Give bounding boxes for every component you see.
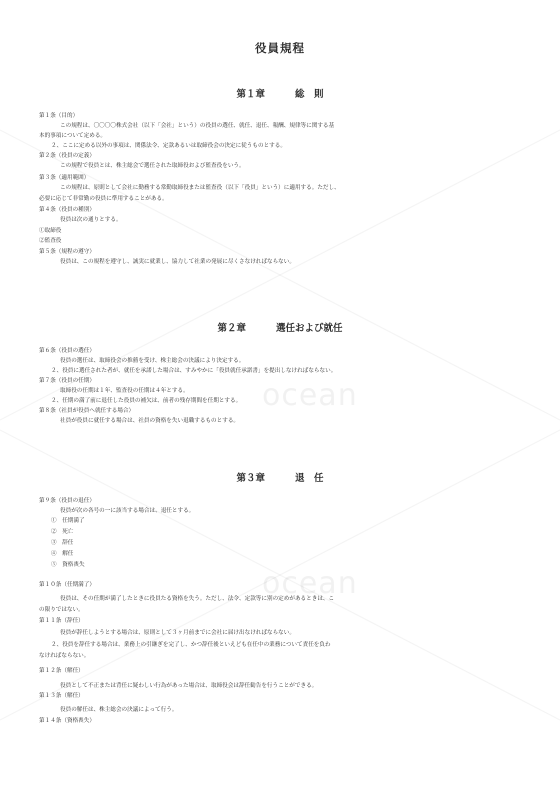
article-1-text: この規程は、〇〇〇〇株式会社（以下「会社」という）の役員の選任、就任、退任、報酬、規律等に関する基 [60,123,335,129]
chapter-2-heading [0,320,560,334]
article-1-clause-2: ２、ここに定める以外の事項は、関係法令、定款あるいは取締役会の決定に従うものとする。 [51,143,286,149]
document-title: 役員規程 [255,41,305,55]
chapter-1-heading [0,86,560,100]
article-9-item-3: ③ 辞任 [51,540,74,546]
article-8-heading: 第８条（社員が役員へ就任する場合） [39,408,135,414]
article-6-heading: 第６条（役員の選任） [39,348,95,354]
article-5-heading: 第５条（規程の遵守） [39,249,95,255]
watermark-text-lower: ocean [262,566,358,601]
article-1-heading: 第１条（目的） [39,113,79,119]
article-14-heading: 第１４条（資格喪失） [39,718,95,724]
article-9-item-5: ⑤ 資格喪失 [51,562,85,568]
article-6-text: 役員の選任は、取締役会の推薦を受け、株主総会の決議により決定する。 [60,358,245,364]
article-3-text: この規程は、原則として会社に勤務する常勤取締役または監査役（以下「役員」という）に適用する。ただし、 [60,185,340,191]
article-4-heading: 第４条（役員の種別） [39,207,95,213]
article-1-text-cont: 本的事項について定める。 [39,133,107,139]
article-11-clause-2: ２、役員を辞任する場合は、業務上の引継ぎを完了し、かつ辞任後といえども在任中の業務について責任を負わ [51,642,331,648]
article-8-text: 社員が役員に就任する場合は、社員の資格を失い退職するものとする。 [60,418,240,424]
article-3-text-cont: 必要に応じて非常勤の役員に準用することがある。 [39,196,168,202]
article-10-heading: 第１０条（任期満了） [39,582,95,588]
article-9-heading: 第９条（役員の退任） [39,498,95,504]
article-4-text: 役員は次の通りとする。 [60,217,122,223]
article-12-heading: 第１２条（解任） [39,668,84,674]
watermark-text-upper: ocean [262,378,358,413]
article-9-item-2: ② 死亡 [51,529,74,535]
article-9-item-1: ① 任期満了 [51,518,85,524]
article-13-text: 役員の解任は、株主総会の決議によって行う。 [60,707,178,713]
article-10-text: 役員は、その任期が満了したときに役員たる資格を失う。ただし、法令、定款等に別の定めがあるときは、こ [60,596,335,602]
article-12-text: 役員として不正または背任に疑わしい行為があった場合は、取締役会は辞任勧告を行うことができる。 [60,683,318,689]
chapter-1-name: 総 則 [295,89,324,100]
article-11-heading: 第１１条（辞任） [39,618,84,624]
article-4-item-2: ②監査役 [39,238,62,244]
article-9-item-4: ④ 解任 [51,551,74,557]
article-7-clause-2: ２、任期の満了前に退任した役員の補欠は、前者の残存期間を任期とする。 [51,398,242,404]
chapter-2-name: 選任および就任 [276,323,343,334]
article-11-text: 役員が辞任しようとする場合は、原則として３ヶ月前までに会社に届け出なければならない。 [60,630,295,636]
article-4-item-1: ①取締役 [39,228,62,234]
article-11-clause-2-cont: なければならない。 [39,653,90,659]
chapter-3-number: 第３章 [236,473,265,484]
article-5-text: 役員は、この規程を遵守し、誠実に就業し、協力して社業の発展に尽くさなければならない。 [60,259,295,265]
article-10-text-cont: の限りではない。 [39,607,84,613]
article-2-text: この規程で役員とは、株主総会で選任された取締役および監査役をいう。 [60,163,245,169]
chapter-3-name: 退 任 [295,473,324,484]
article-7-heading: 第７条（役員の任期） [39,378,95,384]
article-3-heading: 第３条（適用範囲） [39,175,90,181]
article-9-text: 役員が次の各号の一に該当する場合は、退任とする。 [60,508,195,514]
article-2-heading: 第２条（役員の定義） [39,153,95,159]
chapter-3-heading [0,470,560,484]
chapter-2-number: 第２章 [217,323,246,334]
article-6-clause-2: ２、役員に選任された者が、就任を承諾した場合は、すみやかに「役員就任承諾書」を提出しなければならない。 [51,368,337,374]
chapter-1-number: 第１章 [236,89,265,100]
article-7-text: 取締役の任期は１年、監査役の任期は４年とする。 [60,388,189,394]
article-13-heading: 第１３条（解任） [39,693,84,699]
